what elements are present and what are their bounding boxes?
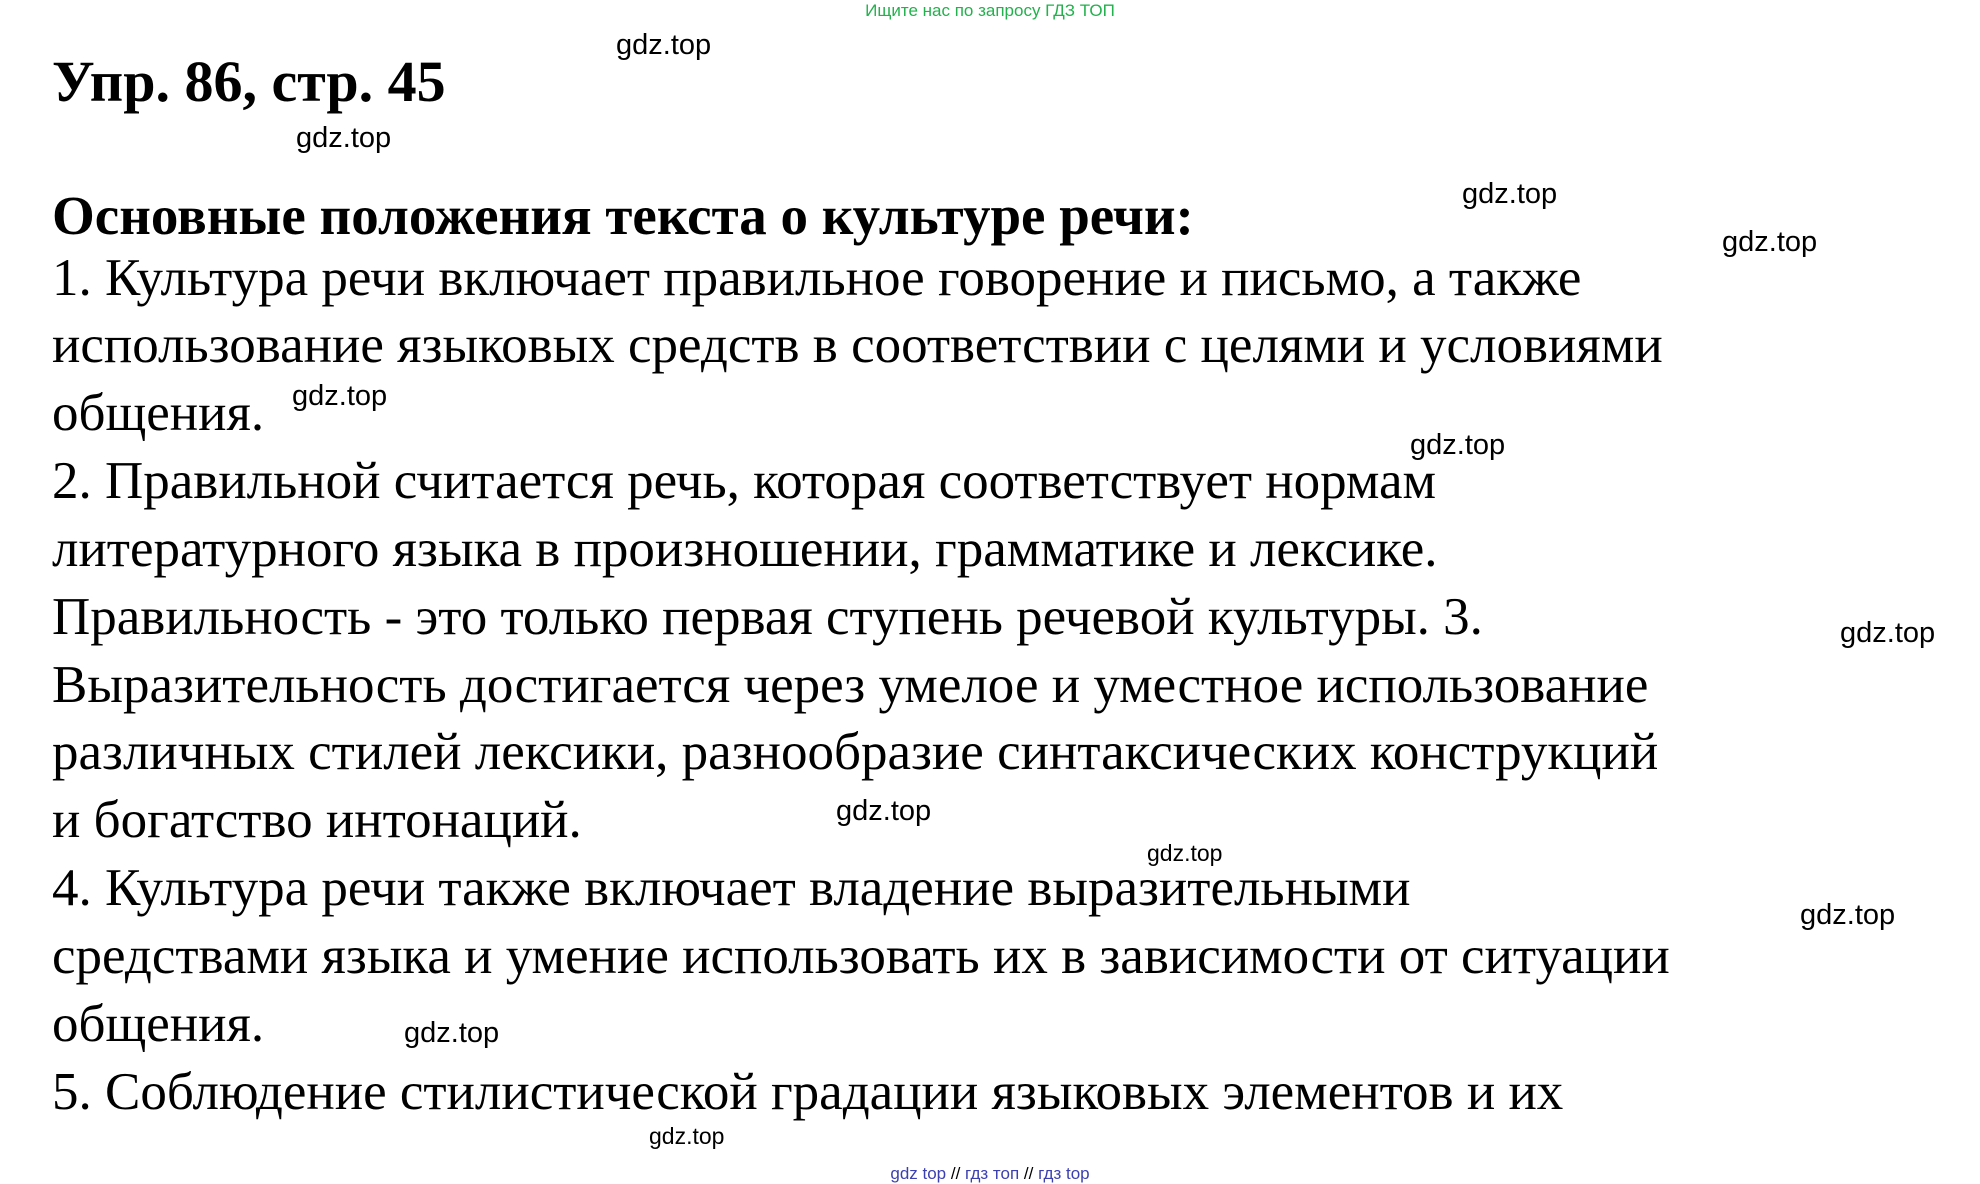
watermark-text: gdz.top: [1800, 899, 1896, 931]
section-heading: Основные положения текста о культуре речи:: [52, 185, 1194, 246]
watermark-text: gdz.top: [1147, 840, 1223, 866]
watermark-text: gdz.top: [836, 795, 932, 827]
watermark-text: gdz.top: [292, 380, 388, 412]
footer-links: [0, 1164, 1980, 1184]
footer-link[interactable]: gdz top: [890, 1164, 947, 1183]
body-line: Выразительность достигается через умелое и уместное использование: [52, 656, 1649, 714]
watermark-text: gdz.top: [616, 29, 712, 61]
footer-separator: //: [950, 1164, 961, 1183]
body-line: средствами языка и умение использовать их в зависимости от ситуации: [52, 927, 1670, 985]
watermark-text: gdz.top: [649, 1123, 725, 1149]
body-line: общения.: [52, 384, 265, 442]
footer-separator: //: [1023, 1164, 1034, 1183]
watermark-text: gdz.top: [1840, 617, 1936, 649]
body-line: общения.: [52, 995, 265, 1053]
watermark-text: gdz.top: [1410, 429, 1506, 461]
body-line: 4. Культура речи также включает владение выразительными: [52, 859, 1411, 917]
body-line: Правильность - это только первая ступень речевой культуры. 3.: [52, 588, 1483, 646]
watermark-text: gdz.top: [1462, 178, 1558, 210]
body-line: и богатство интонаций.: [52, 791, 582, 849]
footer-link[interactable]: гдз топ: [965, 1164, 1020, 1183]
footer-link[interactable]: гдз top: [1038, 1164, 1090, 1183]
body-line: использование языковых средств в соответствии с целями и условиями: [52, 316, 1663, 374]
body-line: 5. Соблюдение стилистической градации языковых элементов и их: [52, 1063, 1564, 1121]
watermark-text: gdz.top: [1722, 226, 1818, 258]
top-banner: Ищите нас по запросу ГДЗ ТОП: [865, 1, 1115, 20]
body-line: различных стилей лексики, разнообразие синтаксических конструкций: [52, 723, 1659, 781]
body-line: 1. Культура речи включает правильное говорение и письмо, а также: [52, 249, 1582, 307]
exercise-title: Упр. 86, стр. 45: [52, 49, 446, 114]
watermark-text: gdz.top: [296, 122, 392, 154]
body-line: 2. Правильной считается речь, которая соответствует нормам: [52, 452, 1437, 510]
watermark-text: gdz.top: [404, 1017, 500, 1049]
body-line: литературного языка в произношении, грамматике и лексике.: [52, 520, 1438, 578]
